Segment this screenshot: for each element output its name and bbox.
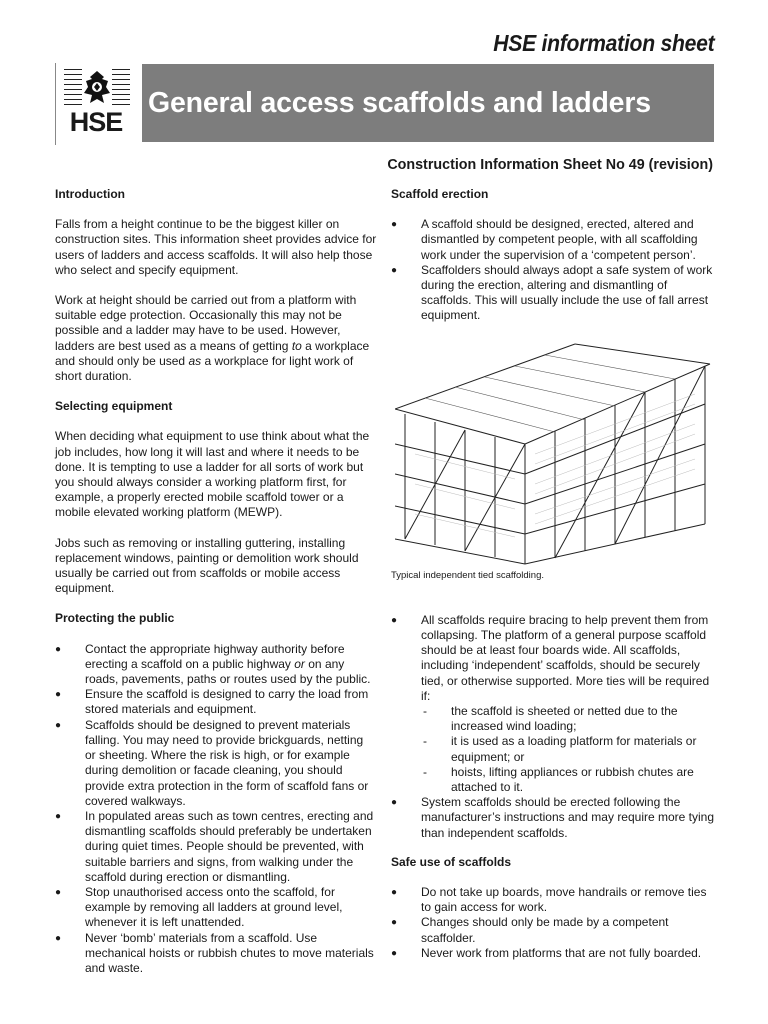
public-b1-part-a: Contact the appropriate highway authority before erecting a scaffold on a public highway <box>85 641 345 671</box>
intro-p2-part-c: a workplace for light work of short duration. <box>55 353 354 384</box>
logo-text: HSE <box>69 107 123 137</box>
public-b1-part-b: on any roads, pavements, paths or routes used by the public. <box>85 656 371 687</box>
intro-paragraph-1: Falls from a height continue to be the biggest killer on construction sites. This information sheet provides advice for users of ladders and access scaffolds. It will also help those who select and specify equipment. <box>55 217 377 277</box>
list-item: ● In populated areas such as town centres, erecting and dismantling scaffolds should preferably be undertaken during quiet times. People should be prevented, with suitable barriers and signs, from walking under the scaffold during erection or dismantling. <box>55 809 377 885</box>
list-item: - the scaffold is sheeted or netted due to the increased wind loading; <box>421 704 715 734</box>
list-item: ● Do not take up boards, move handrails or remove ties to gain access for work. <box>391 885 715 915</box>
erection-bullet-list <box>391 217 715 323</box>
safe-use-heading: Safe use of scaffolds <box>391 854 512 869</box>
intro-p2-part-b: a workplace and should only be used <box>55 338 370 368</box>
list-item: ● A scaffold should be designed, erected, altered and dismantled by competent people, with all scaffolding work under the supervision of a ‘competent person’. <box>391 217 715 263</box>
crown-emblem-icon <box>82 67 112 107</box>
intro-paragraph-2 <box>55 293 377 384</box>
public-b1-emphasis: or <box>294 656 305 671</box>
scaffold-figure <box>391 334 715 566</box>
list-item: - hoists, lifting appliances or rubbish chutes are attached to it. <box>421 765 715 795</box>
list-item: ● Stop unauthorised access onto the scaffold, for example by removing all ladders at ground level, whenever it is left unattended. <box>55 885 377 931</box>
list-item: ● System scaffolds should be erected following the manufacturer’s instructions and may require more tying than independent scaffolds. <box>391 795 715 841</box>
hse-logo <box>55 63 136 145</box>
public-heading: Protecting the public <box>55 611 175 626</box>
scaffold-illustration-icon <box>395 334 713 566</box>
ties-dash-list <box>421 704 715 795</box>
list-item: ● Changes should only be made by a competent scaffolder. <box>391 915 715 945</box>
list-item: - it is used as a loading platform for materials or equipment; or <box>421 734 715 764</box>
selecting-heading: Selecting equipment <box>55 399 173 414</box>
public-bullet-list <box>55 642 377 976</box>
figure-caption: Typical independent tied scaffolding. <box>391 569 544 581</box>
intro-p2-emphasis-to: to <box>291 338 302 353</box>
intro-p2-emphasis-as: as <box>188 353 202 368</box>
series-title: HSE information sheet <box>492 30 714 56</box>
list-item <box>391 613 715 795</box>
list-item: ● Ensure the scaffold is designed to carry the load from stored materials and equipment. <box>55 687 377 717</box>
list-item: ● Never work from platforms that are not fully boarded. <box>391 946 715 961</box>
left-column <box>55 187 377 991</box>
list-item: ● Scaffolds should be designed to prevent materials falling. You may need to provide brickguards, netting or sheeting. Where the risk is high, or for example during demolition or facade cleaning, you should provide extra protection in the form of scaffold fans or covered walkways. <box>55 718 377 809</box>
selecting-paragraph-2: Jobs such as removing or installing guttering, installing replacement windows, painting or demolition work should usually be carried out from scaffolds or mobile access equipment. <box>55 535 359 596</box>
list-item <box>55 642 377 688</box>
intro-p2-part-a: Work at height should be carried out from a platform with suitable edge protection. Occasionally this may not be possible and a ladder may have to be used. However, ladders are best used as a means of getting <box>55 293 357 353</box>
right-column <box>391 187 715 976</box>
safe-use-bullet-list <box>391 885 715 961</box>
erection-heading: Scaffold erection <box>391 187 489 201</box>
bracing-b1-text: All scaffolds require bracing to help prevent them from collapsing. The platform of a general purpose scaffold should be at least four boards wide. All scaffolds, including ‘independent’ scaffolds, should be securely tied, or otherwise supported. More ties will be required if: <box>421 612 710 703</box>
intro-heading: Introduction <box>55 187 125 201</box>
page-title: General access scaffolds and ladders <box>142 64 714 142</box>
selecting-paragraph-1: When deciding what equipment to use think about what the job includes, how long it will last and where it needs to be done. It is tempting to use a ladder for all sorts of work but you should always consider a working platform first, for example, a properly erected mobile scaffold tower or a mobile elevated working platform (MEWP). <box>55 429 370 520</box>
list-item: ● Scaffolders should always adopt a safe system of work during the erection, altering and dismantling of scaffolds. This will usually include the use of fall arrest equipment. <box>391 263 715 324</box>
bracing-bullet-list <box>391 613 715 841</box>
list-item: ● Never ‘bomb’ materials from a scaffold. Use mechanical hoists or rubbish chutes to move materials and waste. <box>55 931 377 977</box>
sheet-subtitle: Construction Information Sheet No 49 (revision) <box>387 157 713 173</box>
